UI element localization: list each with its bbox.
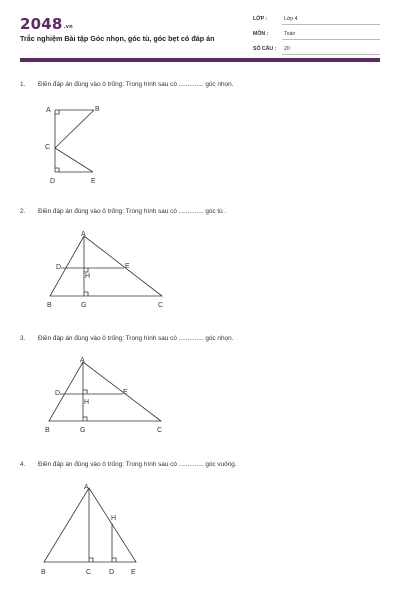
- point-label-d: D: [55, 390, 61, 397]
- point-label-a: A: [81, 231, 86, 238]
- question-4: [20, 461, 237, 468]
- question-2: [20, 208, 226, 215]
- meta-subject-value: Toán: [284, 31, 296, 37]
- figure-4: [40, 480, 150, 580]
- point-label-h: H: [111, 515, 117, 522]
- point-label-a: A: [46, 107, 51, 114]
- meta-divider: [282, 24, 380, 25]
- point-label-g: G: [80, 427, 86, 434]
- figure-3: [40, 352, 180, 438]
- meta-divider: [282, 39, 380, 40]
- meta-subject-label: MÔN :: [253, 31, 269, 37]
- question-text: Điền đáp án đúng vào ô trống: Trong hình sau có .............. góc nhọn.: [38, 335, 234, 342]
- site-logo[interactable]: $2048^{.vn}$: [20, 15, 73, 33]
- point-label-a: A: [84, 484, 89, 491]
- question-text: Điền đáp án đúng vào ô trống: Trong hình sau có .............. góc tù .: [38, 208, 227, 215]
- point-label-a: A: [80, 357, 85, 364]
- point-label-g: G: [81, 302, 87, 309]
- meta-count-value: 20: [284, 46, 290, 52]
- question-1: [20, 81, 233, 88]
- question-number: 1.: [20, 81, 26, 88]
- meta-class-label: LỚP :: [253, 16, 268, 22]
- question-3: [20, 335, 233, 342]
- question-number: 3.: [20, 335, 26, 342]
- point-label-h: H: [85, 273, 91, 280]
- point-label-d: D: [109, 569, 115, 576]
- point-label-c: C: [158, 302, 164, 309]
- point-label-e: E: [123, 389, 128, 396]
- point-label-c: C: [45, 144, 51, 151]
- point-label-b: B: [41, 569, 46, 576]
- point-label-d: D: [56, 264, 62, 271]
- question-text: Điền đáp án đúng vào ô trống: Trong hình sau có .............. góc nhọn.: [38, 81, 234, 88]
- point-label-b: B: [95, 106, 100, 113]
- point-label-e: E: [91, 178, 96, 185]
- point-label-c: C: [86, 569, 92, 576]
- meta-count-label: SỐ CÂU :: [253, 46, 277, 52]
- figure-2: [40, 226, 180, 312]
- point-label-b: B: [47, 302, 52, 309]
- question-text: Điền đáp án đúng vào ô trống: Trong hình sau có .............. góc vuông.: [38, 461, 237, 468]
- header-rule: [20, 58, 380, 62]
- document-title: Trắc nghiệm Bài tập Góc nhọn, góc tù, góc bẹt có đáp án: [20, 34, 215, 43]
- question-number: 2.: [20, 208, 26, 215]
- point-label-e: E: [131, 569, 136, 576]
- point-label-c: C: [157, 427, 163, 434]
- figure-1: [40, 100, 120, 190]
- meta-class-value: Lớp 4: [284, 16, 298, 22]
- question-number: 4.: [20, 461, 26, 468]
- point-label-d: D: [50, 178, 56, 185]
- point-label-h: H: [84, 399, 90, 406]
- meta-divider: [282, 54, 380, 55]
- point-label-b: B: [45, 427, 50, 434]
- point-label-e: E: [125, 263, 130, 270]
